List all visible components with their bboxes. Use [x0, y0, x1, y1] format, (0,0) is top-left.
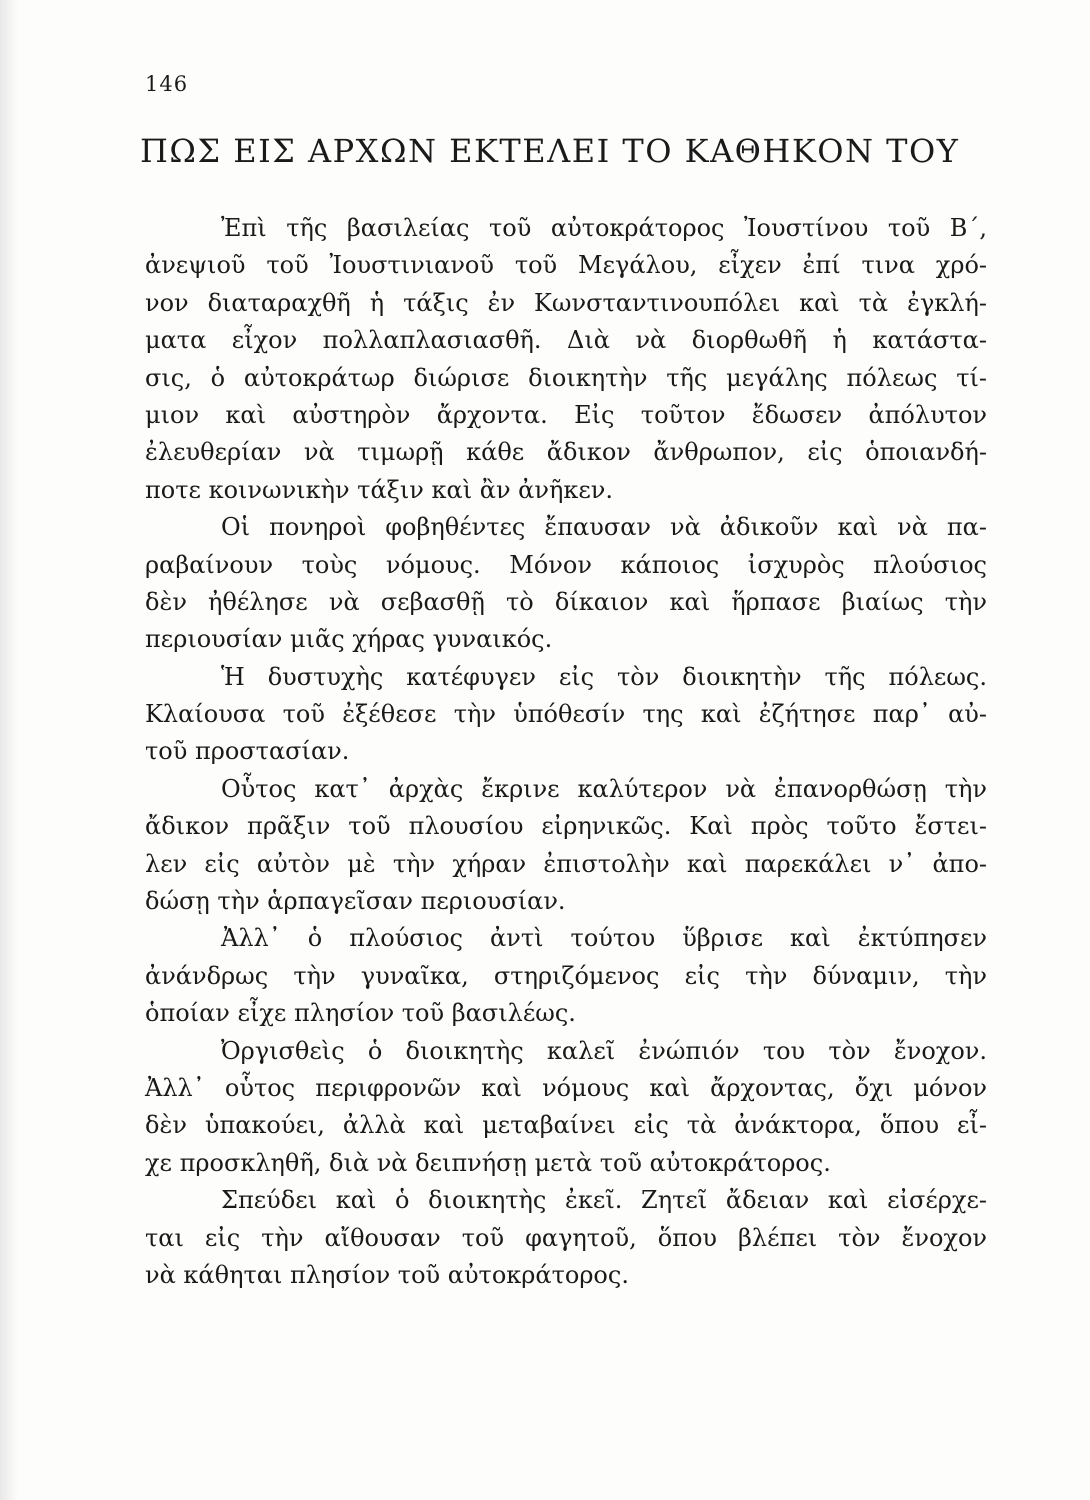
text-line: ἀνεψιοῦ τοῦ Ἰουστινιανοῦ τοῦ Μεγάλου, εἶχεν ἐπί τινα χρό- — [145, 251, 987, 280]
text-line: ματα εἶχον πολλαπλασιασθῆ. Διὰ νὰ διορθωθῆ ἡ κατάστα- — [145, 326, 987, 355]
text-line: ἄδικον πρᾶξιν τοῦ πλουσίου εἰρηνικῶς. Καὶ πρὸς τοῦτο ἔστει- — [145, 812, 987, 841]
text-line: Κλαίουσα τοῦ ἐξέθεσε τὴν ὑπόθεσίν της καὶ ἐζήτησε παρ᾽ αὐ- — [145, 700, 987, 729]
text-line: Οἱ πονηροὶ φοβηθέντες ἔπαυσαν νὰ ἀδικοῦν καὶ νὰ πα- — [221, 513, 987, 542]
text-line: ἀνάνδρως τὴν γυναῖκα, στηριζόμενος εἰς τὴν δύναμιν, τὴν — [145, 961, 987, 990]
text-line: Ἀλλ᾽ οὗτος περιφρονῶν καὶ νόμους καὶ ἄρχοντας, ὄχι μόνον — [145, 1073, 987, 1102]
paragraph — [145, 659, 987, 771]
text-line: Ἡ δυστυχὴς κατέφυγεν εἰς τὸν διοικητὴν τῆς πόλεως. — [221, 662, 987, 691]
binding-shadow — [0, 0, 18, 1500]
text-line: τοῦ προστασίαν. — [145, 737, 350, 766]
text-line: περιουσίαν μιᾶς χήρας γυναικός. — [145, 625, 553, 654]
text-line: λεν εἰς αὐτὸν μὲ τὴν χήραν ἐπιστολὴν καὶ παρεκάλει ν᾽ ἀπο- — [145, 849, 987, 878]
text-line: Ἐπὶ τῆς βασιλείας τοῦ αὐτοκράτορος Ἰουστίνου τοῦ Β΄, — [221, 214, 987, 242]
text-line: ται εἰς τὴν αἴθουσαν τοῦ φαγητοῦ, ὅπου βλέπει τὸν ἔνοχον — [145, 1223, 987, 1252]
paragraph — [145, 920, 987, 1032]
paragraph — [145, 1182, 987, 1294]
paragraph — [145, 210, 987, 509]
text-line: ὁποίαν εἶχε πλησίον τοῦ βασιλέως. — [145, 999, 576, 1028]
text-line: Οὗτος κατ᾽ ἀρχὰς ἔκρινε καλύτερον νὰ ἐπανορθώσῃ τὴν — [221, 774, 987, 803]
text-line: ποτε κοινωνικὴν τάξιν καὶ ἂν ἀνῆκεν. — [145, 475, 614, 504]
text-line: Ἀλλ᾽ ὁ πλούσιος ἀντὶ τούτου ὕβρισε καὶ ἐκτύπησεν — [221, 924, 987, 953]
text-line: δὲν ἠθέλησε νὰ σεβασθῇ τὸ δίκαιον καὶ ἥρπασε βιαίως τὴν — [145, 587, 987, 616]
paragraph — [145, 1033, 987, 1183]
text-line: Σπεύδει καὶ ὁ διοικητὴς ἐκεῖ. Ζητεῖ ἄδειαν καὶ εἰσέρχε- — [221, 1186, 987, 1215]
text-line: σις, ὁ αὐτοκράτωρ διώρισε διοικητὴν τῆς μεγάλης πόλεως τί- — [145, 363, 987, 392]
text-line: ἐλευθερίαν νὰ τιμωρῇ κάθε ἄδικον ἄνθρωπον, εἰς ὁποιανδή- — [145, 438, 987, 467]
paragraph — [145, 771, 987, 921]
text-line: μιον καὶ αὐστηρὸν ἄρχοντα. Εἰς τοῦτον ἔδωσεν ἀπόλυτον — [145, 400, 987, 429]
text-line: δὲν ὑπακούει, ἀλλὰ καὶ μεταβαίνει εἰς τὰ ἀνάκτορα, ὅπου εἶ- — [145, 1111, 987, 1140]
text-line: νον διαταραχθῆ ἡ τάξις ἐν Κωνσταντινουπόλει καὶ τὰ ἐγκλή- — [145, 288, 987, 317]
chapter-title: ΠΩΣ ΕΙΣ ΑΡΧΩΝ ΕΚΤΕΛΕΙ ΤΟ ΚΑΘΗΚΟΝ ΤΟΥ — [140, 132, 960, 170]
text-line: δώσῃ τὴν ἁρπαγεῖσαν περιουσίαν. — [145, 887, 566, 916]
text-line: νὰ κάθηται πλησίον τοῦ αὐτοκράτορος. — [145, 1260, 629, 1289]
text-line: ραβαίνουν τοὺς νόμους. Μόνον κάποιος ἰσχυρὸς πλούσιος — [145, 550, 987, 579]
paragraph — [145, 509, 987, 659]
page-number: 146 — [145, 72, 189, 96]
body-text — [145, 210, 987, 1294]
text-line: χε προσκληθῆ, διὰ νὰ δειπνήσῃ μετὰ τοῦ αὐτοκράτορος. — [145, 1148, 831, 1177]
text-line: Ὀργισθεὶς ὁ διοικητὴς καλεῖ ἐνώπιόν του τὸν ἔνοχον. — [221, 1036, 987, 1065]
